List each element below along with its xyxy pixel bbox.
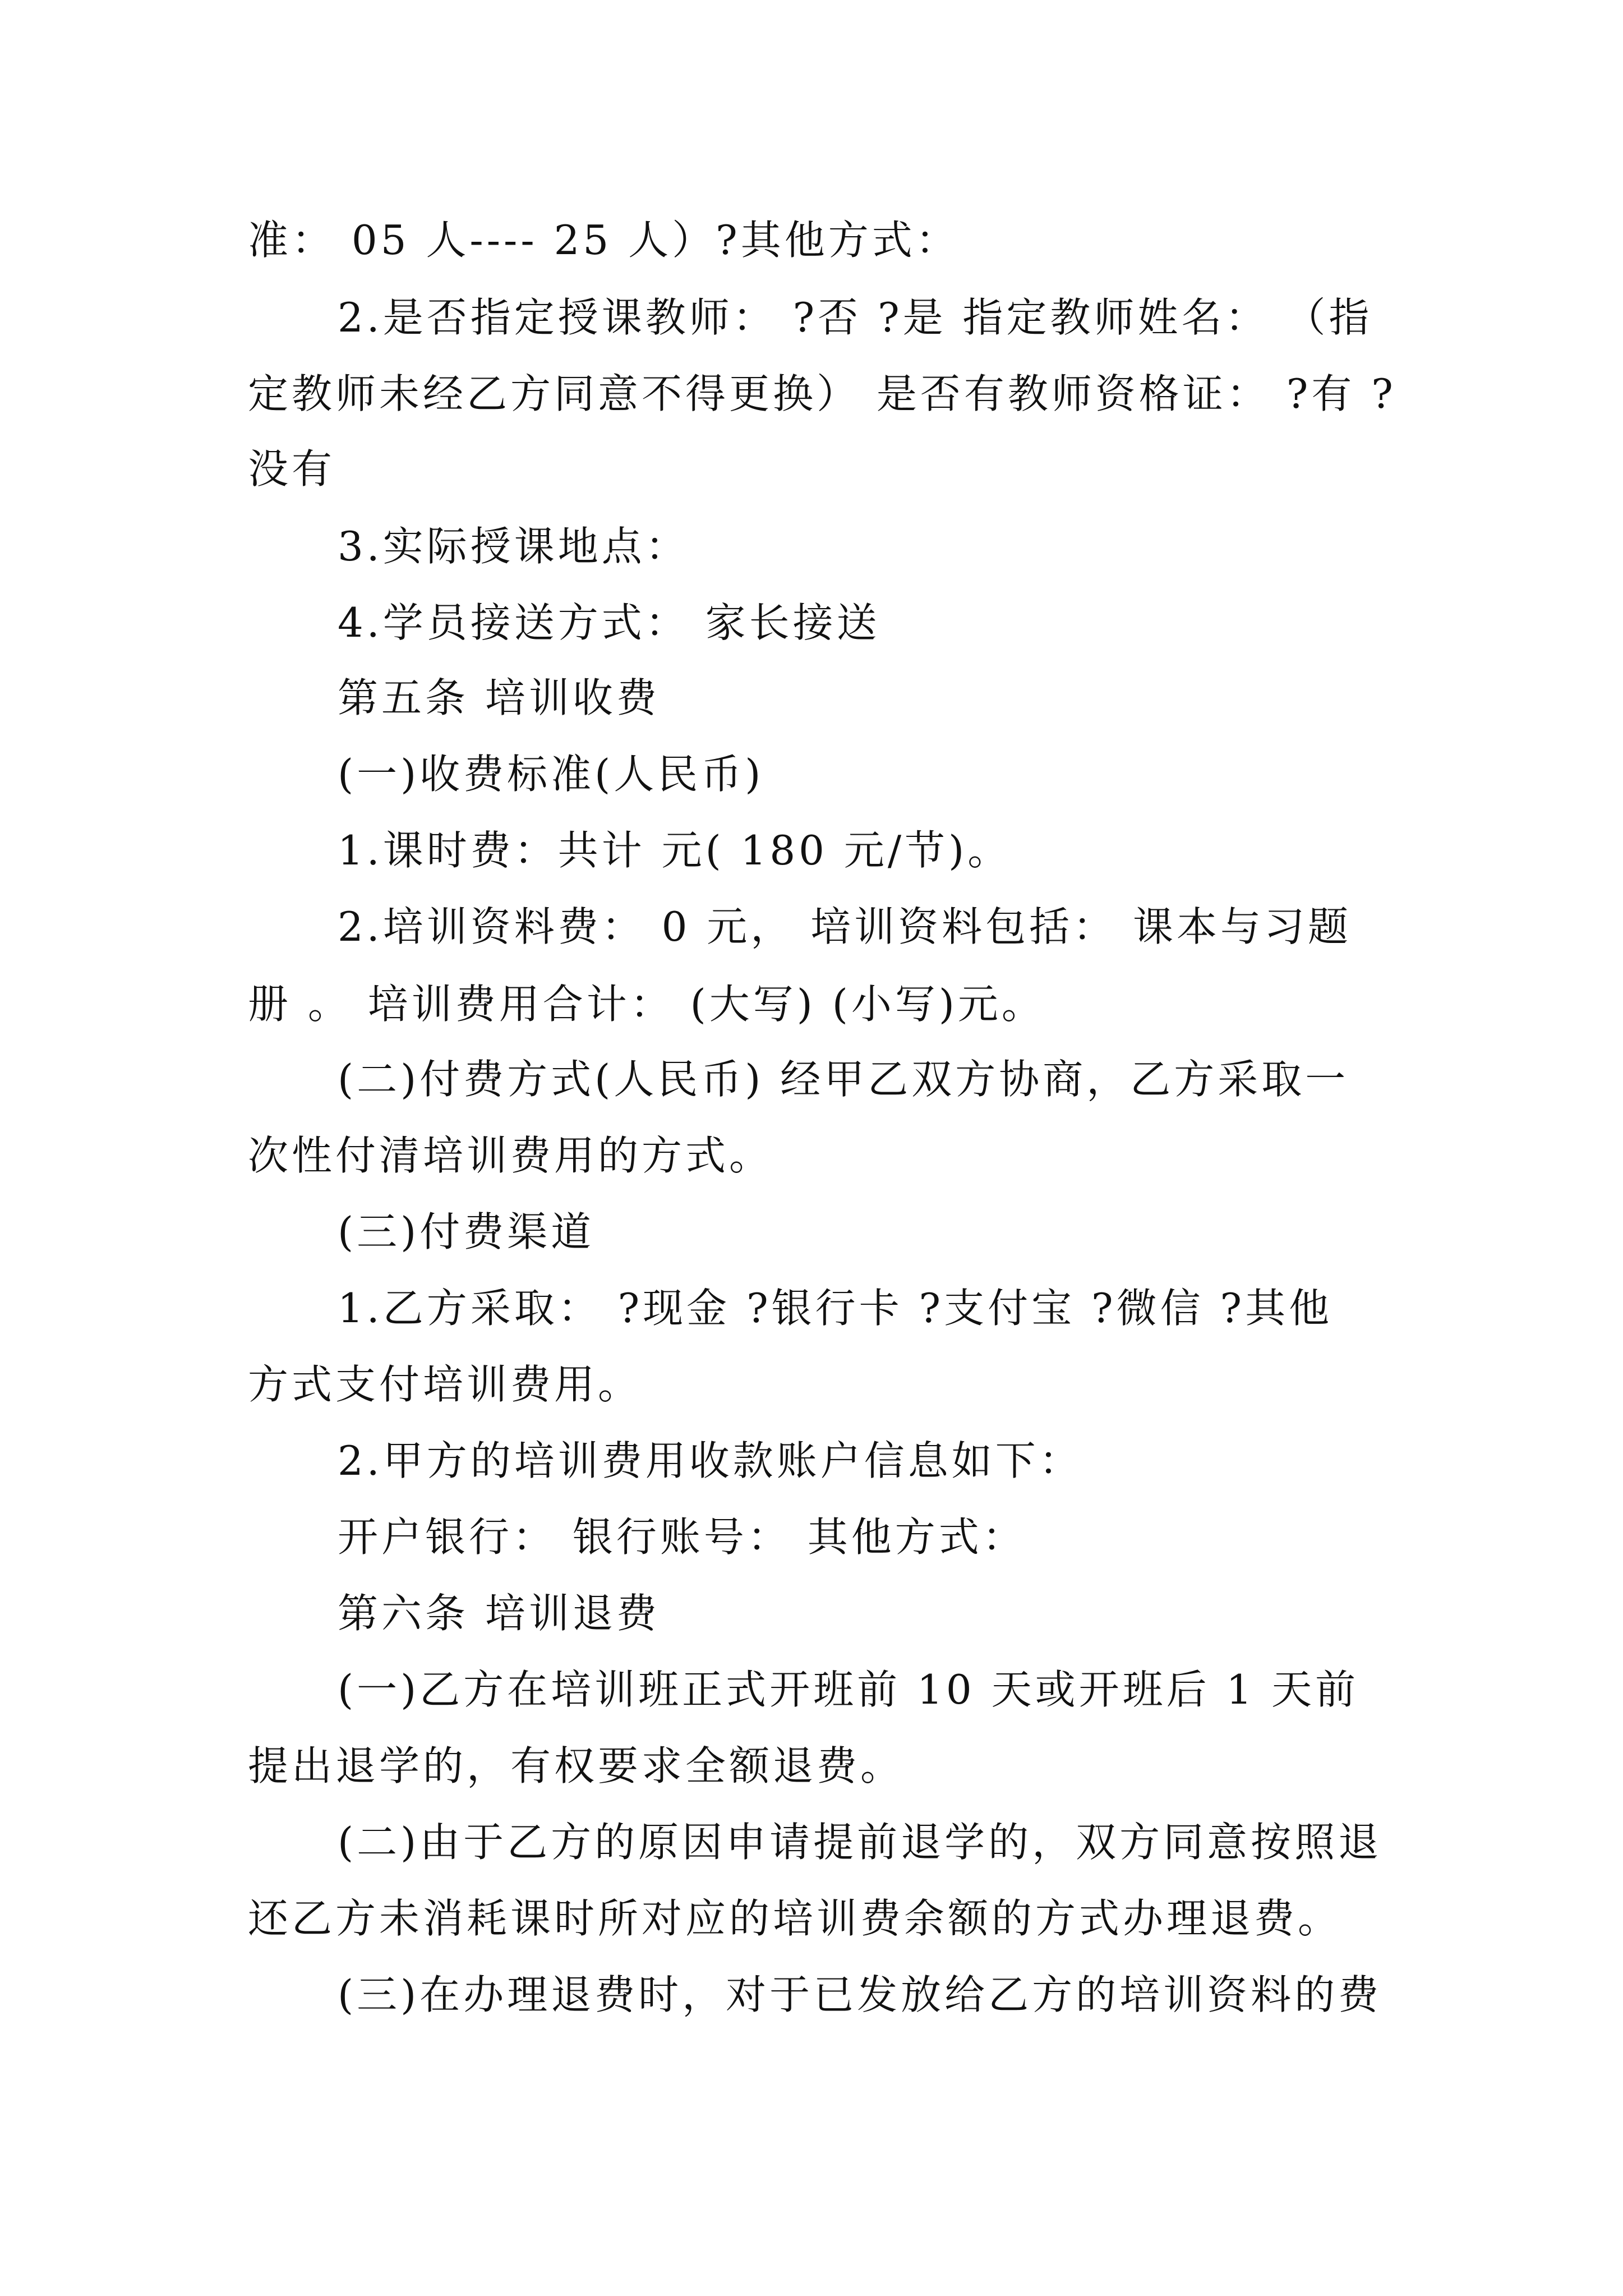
text-line-9: 1.课时费：共计 元( 180 元/节)。 <box>338 827 1012 874</box>
text-line-11: 册 。 培训费用合计： (大写) (小写)元。 <box>248 981 1045 1028</box>
text-line-12: (二)付费方式(人民币) 经甲乙双方协商，乙方采取一 <box>338 1056 1349 1103</box>
text-line-1: 准： 05 人---- 25 人）?其他方式： <box>248 217 960 264</box>
text-line-15: 1.乙方采取： ?现金 ?银行卡 ?支付宝 ?微信 ?其他 <box>338 1285 1333 1332</box>
text-line-16: 方式支付培训费用。 <box>248 1361 642 1408</box>
text-line-20: (一)乙方在培训班正式开班前 10 天或开班后 1 天前 <box>338 1666 1359 1713</box>
section-heading-5: 第五条 培训收费 <box>338 674 660 721</box>
text-line-13: 次性付清培训费用的方式。 <box>248 1132 773 1179</box>
text-line-10: 2.培训资料费： 0 元， 培训资料包括： 课本与习题 <box>338 903 1352 950</box>
text-line-3: 定教师未经乙方同意不得更换） 是否有教师资格证： ?有 ? <box>248 370 1396 417</box>
text-line-24: (三)在办理退费时，对于已发放给乙方的培训资料的费 <box>338 1971 1382 2018</box>
text-line-2: 2.是否指定授课教师： ?否 ?是 指定教师姓名： （指 <box>338 294 1373 341</box>
text-line-21: 提出退学的，有权要求全额退费。 <box>248 1742 905 1789</box>
text-line-8: (一)收费标准(人民币) <box>338 751 764 798</box>
section-heading-6: 第六条 培训退费 <box>338 1590 660 1637</box>
text-line-5: 3.实际授课地点： <box>338 523 689 570</box>
text-line-17: 2.甲方的培训费用收款账户信息如下： <box>338 1437 1083 1484</box>
text-line-4: 没有 <box>248 445 336 493</box>
text-line-6: 4.学员接送方式： 家长接送 <box>338 599 880 646</box>
text-line-22: (二)由于乙方的原因申请提前退学的，双方同意按照退 <box>338 1819 1382 1866</box>
text-line-23: 还乙方未消耗课时所对应的培训费余额的方式办理退费。 <box>248 1895 1342 1942</box>
text-line-14: (三)付费渠道 <box>338 1208 595 1255</box>
text-line-18: 开户银行： 银行账号： 其他方式： <box>338 1513 1026 1561</box>
